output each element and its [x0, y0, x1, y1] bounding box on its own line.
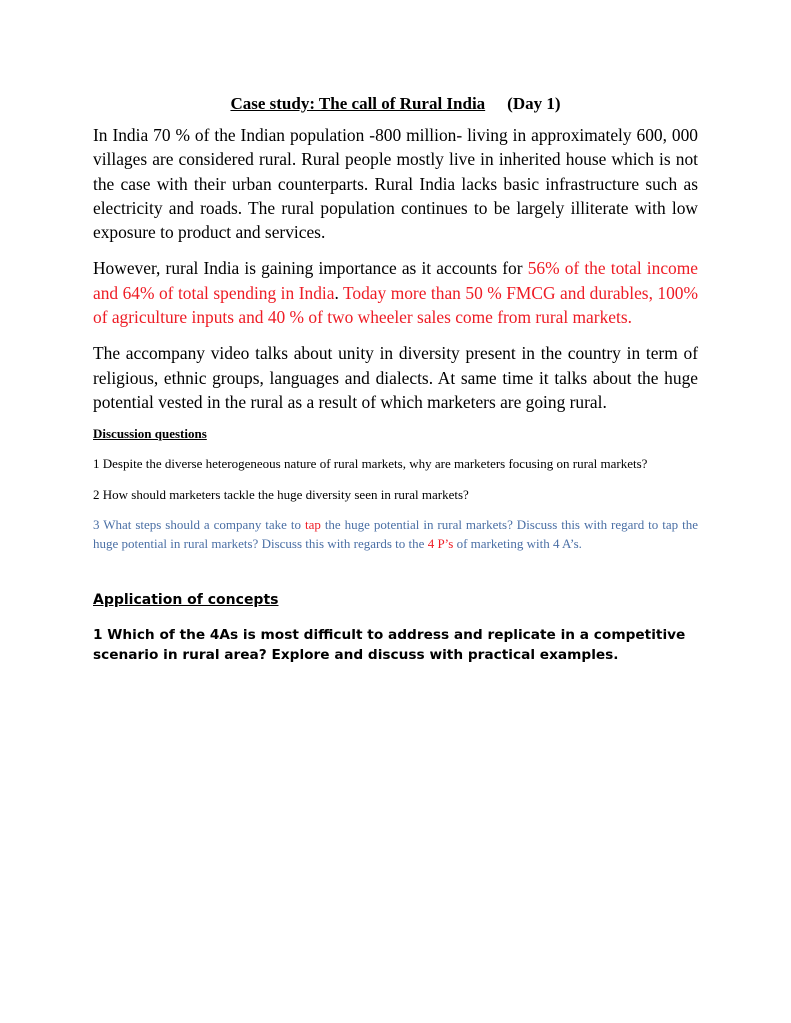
question-3-4ps: 4 P’s	[427, 535, 454, 551]
question-3-part-c: of marketing with 4 A’s.	[453, 535, 582, 551]
paragraph-importance-sep: .	[334, 282, 343, 303]
title-day: (Day 1)	[507, 94, 561, 113]
question-3-part-b: the huge potential in rural markets? Discuss this with regard to tap the huge potential in rural markets? Discuss this with regards to the	[93, 517, 698, 551]
question-3-tap: tap	[304, 517, 321, 533]
paragraph-importance	[93, 256, 698, 329]
discussion-question-2: 2 How should marketers tackle the huge diversity seen in rural markets?	[93, 486, 469, 502]
case-study-title	[93, 93, 698, 115]
paragraph-intro: In India 70 % of the Indian population -800 million- living in approximately 600, 000 villages are considered rural. Rural people mostly live in inherited house which is not the case with their urban counterparts. Rural India lacks basic infrastructure such as electricity and roads. The rural population continues to be largely illiterate with low exposure to product and services.	[93, 125, 698, 243]
highlight-fmcg-stats: Today more than 50 % FMCG and durables, 100% of agriculture inputs and 40 % of two wheeler sales come from rural markets.	[93, 282, 698, 328]
document-body	[93, 93, 698, 665]
concept-question-1: 1 Which of the 4As is most difficult to address and replicate in a competitive scenario in rural area? Explore and discuss with practical examples.	[93, 627, 686, 664]
discussion-question-3	[93, 516, 698, 553]
paragraph-video: The accompany video talks about unity in diversity present in the country in term of religious, ethnic groups, languages and dialects. At same time it talks about the huge potential vested in the rural as a result of which marketers are going rural.	[93, 343, 698, 412]
paragraph-importance-lead: However, rural India is gaining importance as it accounts for	[93, 258, 528, 279]
question-3-part-a: 3 What steps should a company take to	[93, 517, 305, 533]
discussion-question-1: 1 Despite the diverse heterogeneous nature of rural markets, why are marketers focusing on rural markets?	[93, 456, 648, 472]
title-text: Case study: The call of Rural India	[230, 94, 486, 113]
highlight-income-spending: 56% of the total income and 64% of total spending in India	[93, 258, 698, 303]
application-of-concepts-heading: Application of concepts	[93, 592, 279, 609]
discussion-questions-heading: Discussion questions	[93, 426, 207, 442]
